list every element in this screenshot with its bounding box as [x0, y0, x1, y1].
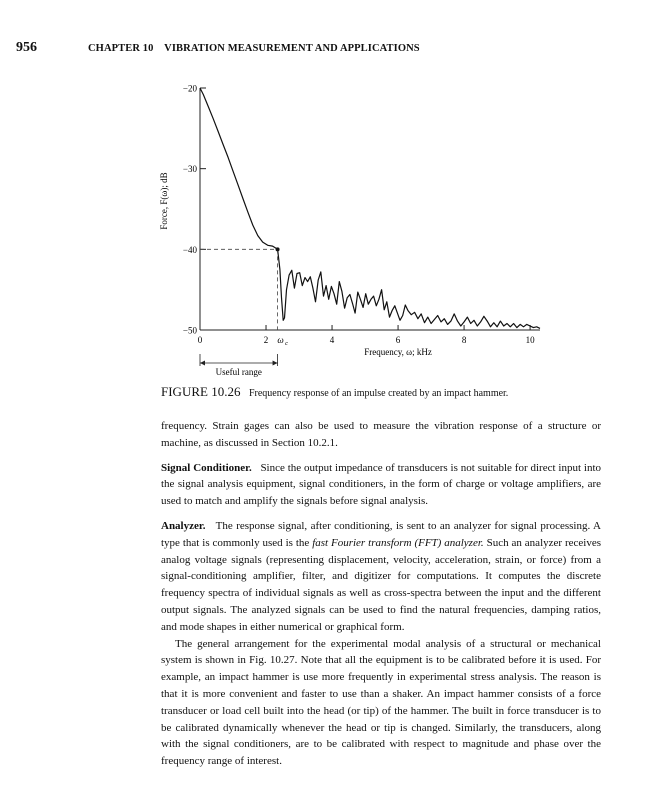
- figure-number: FIGURE 10.26: [161, 384, 241, 399]
- paragraph-continuation: frequency. Strain gages can also be used to measure the vibration response of a structure or machine, as discussed in Section 10.2.1.: [161, 420, 601, 449]
- useful-range-arrowhead-left: [200, 361, 205, 366]
- axes: [159, 84, 540, 358]
- omega-c-label: ω: [277, 335, 284, 345]
- force-response-line: [200, 88, 540, 328]
- y-tick-label: −20: [182, 83, 197, 94]
- page-number: 956: [16, 40, 37, 55]
- annotations: [197, 247, 280, 377]
- figure-caption-text: Frequency response of an impulse created by an impact hammer.: [248, 388, 509, 399]
- useful-range-label: Useful range: [215, 367, 262, 377]
- text-signal-conditioner: Since the output impedance of transducers is not suitable for direct input into the signal analysis equipment, signal conditioners, in the form of charge or voltage amplifiers, are used to match and amplify the signals before signal analysis.: [161, 461, 601, 508]
- x-tick-label: 4: [329, 335, 335, 345]
- useful-range-arrowhead-right: [273, 361, 278, 366]
- omega-c-subscript: c: [285, 340, 289, 347]
- y-axis-label: Force, F(ω); dB: [159, 172, 169, 230]
- figure-caption: [161, 384, 601, 400]
- x-tick-label: 10: [525, 335, 535, 345]
- cutoff-point: [276, 247, 280, 251]
- x-tick-label: 2: [263, 335, 269, 345]
- y-tick-label: −30: [182, 164, 197, 175]
- running-head: CHAPTER 10 VIBRATION MEASUREMENT AND APPLICATIONS: [88, 43, 420, 54]
- paragraph-signal-conditioner: [161, 460, 601, 510]
- y-tick-label: −50: [182, 325, 197, 336]
- figure-10-26: [150, 74, 560, 384]
- series: [200, 88, 540, 328]
- text-analyzer-b: Such an analyzer receives analog voltage signals (representing displacement, velocity, acceleration, strain, or force) from a signal-conditioning amplifier, filter, and digitizer for computations. It computes the discrete frequency spectra of individual signals as well as cross-spectra between the input and the different output signals. The analyzed signals can be used to find the natural frequencies, damping ratios, and mode shapes in either numerical or graphical form.: [161, 536, 601, 633]
- x-tick-label: 0: [197, 335, 203, 345]
- body-text: [161, 418, 601, 770]
- page-header: [16, 40, 616, 60]
- heading-signal-conditioner: Signal Conditioner.: [161, 461, 252, 474]
- text-analyzer-italic: fast Fourier transform (FFT) analyzer.: [312, 536, 484, 549]
- paragraph-modal-analysis: The general arrangement for the experimental modal analysis of a structural or mechanical system is shown in Fig. 10.27. Note that all the equipment is to be calibrated before it is used. For example, an impact hammer is use more frequently in experimental stress analysis. The reason is that it is more convenient and faster to use than a shaker. An impact hammer consists of a force transducer or load cell built into the head (or tip) of the hammer. The built in force transducer is to be calibrated dynamically whenever the head or tip is changed. Similarly, the transducers, along with the signal conditioners, are to be calibrated with respect to magnitude and phase over the frequency range of interest.: [161, 637, 601, 768]
- x-tick-label: 6: [395, 335, 401, 345]
- y-tick-label: −40: [182, 244, 197, 255]
- x-axis-label: Frequency, ω; kHz: [364, 347, 432, 357]
- frequency-response-chart: [150, 74, 560, 384]
- paragraph-analyzer: [161, 518, 601, 636]
- text-analyzer-a: The response signal, after conditioning, is sent to an analyzer for signal processing. A type that is commonly used is the: [161, 519, 601, 549]
- x-tick-label: 8: [461, 335, 467, 345]
- heading-analyzer: Analyzer.: [161, 519, 206, 532]
